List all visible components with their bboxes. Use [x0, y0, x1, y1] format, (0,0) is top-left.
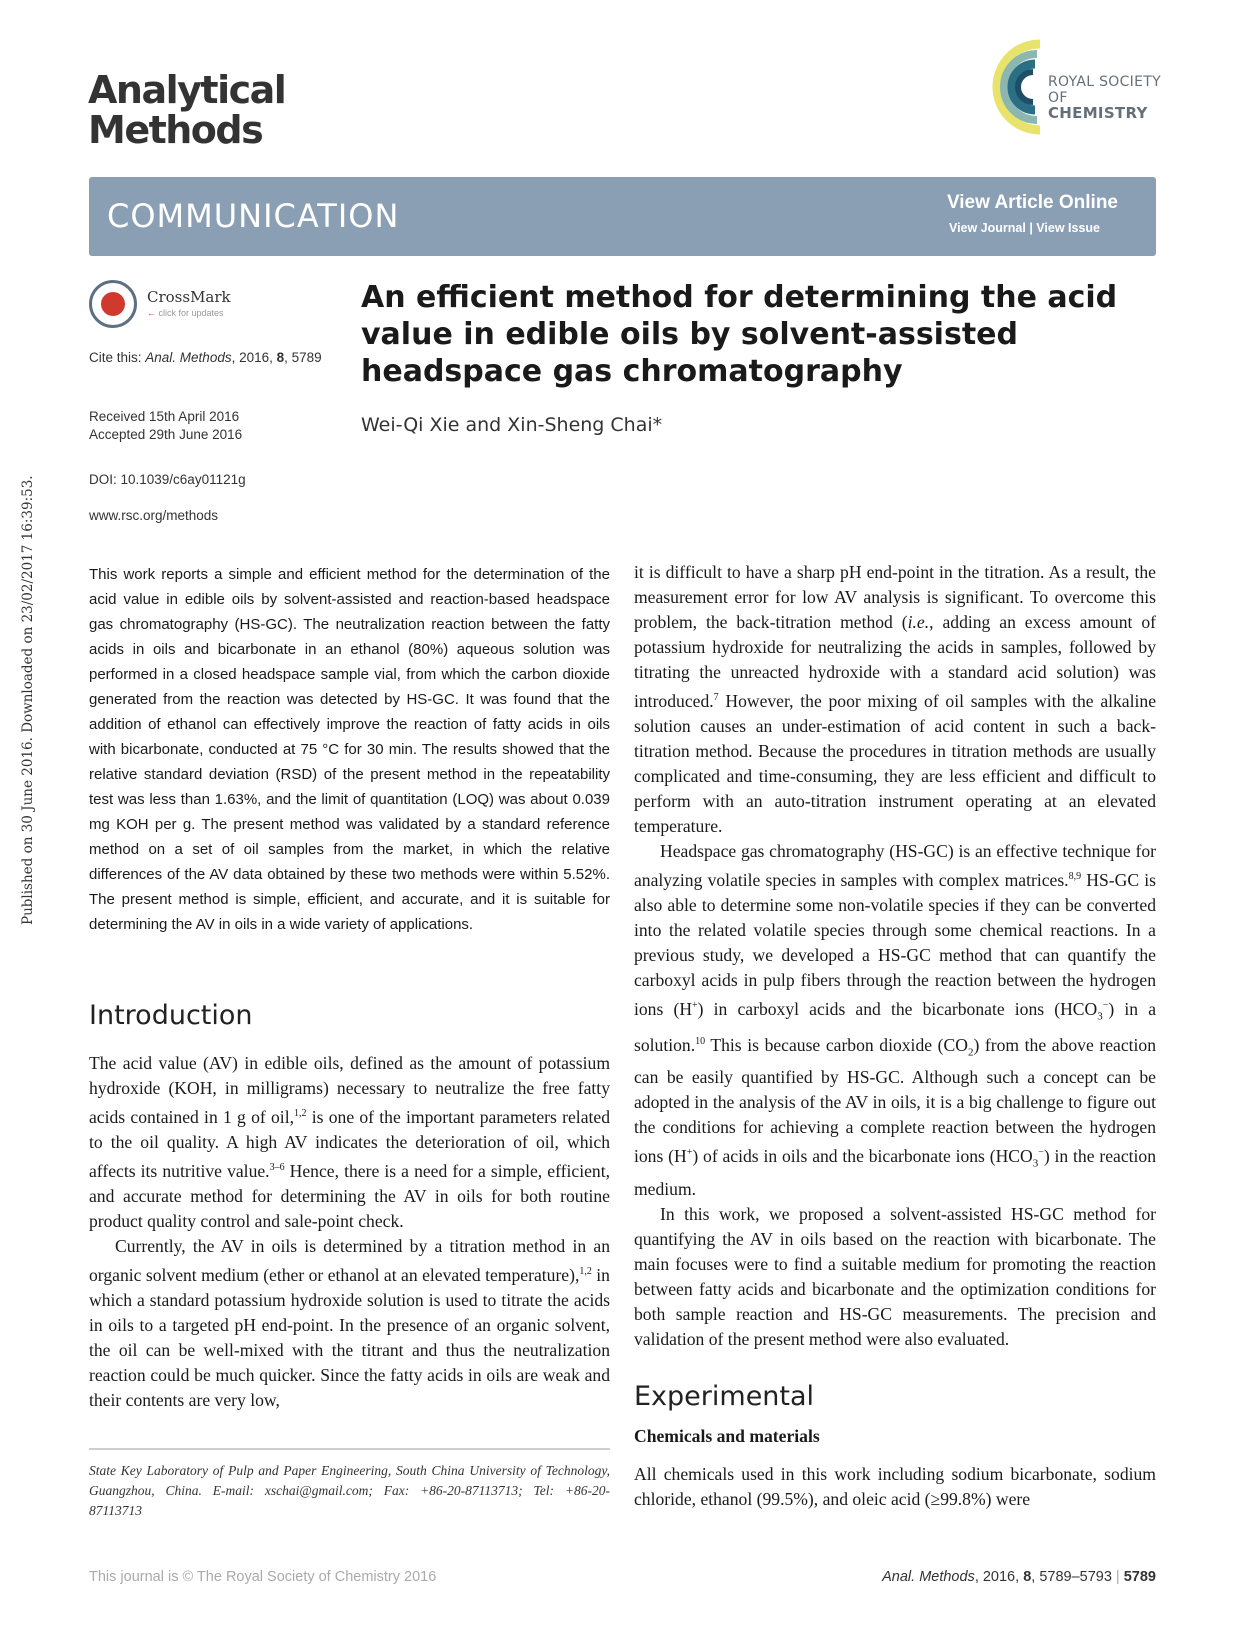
publication-note: Published on 30 June 2016. Downloaded on 23/02/2017 16:39:53. — [20, 475, 36, 925]
intro-paragraph-1: The acid value (AV) in edible oils, defined as the amount of potassium hydroxide (KOH, in milligrams) necessary to neutralize the free fatty acids contained in 1 g of oil,$^{1,2}$ is one of the important parameters related to the oil quality. A high AV indicates the deterioration of oil, which affects its nutritive value.$^{3-6}$ Hence, there is a need for a simple, efficient, and accurate method for determining the AV in oils for both routine product quality control and sale-point check. — [89, 1053, 610, 1231]
rsc-wordmark — [1048, 75, 1165, 121]
journal-logo — [88, 70, 285, 150]
view-article-online-link[interactable]: View Article Online — [946, 192, 1118, 213]
view-journal-link[interactable]: View Journal — [948, 221, 1026, 235]
journal-name-line2: Methods — [88, 108, 263, 152]
footer-volume: 8 — [1023, 1569, 1032, 1585]
footer-copyright: This journal is © The Royal Society of Chemistry 2016 — [89, 1569, 437, 1585]
article-type-label: COMMUNICATION — [107, 197, 400, 235]
ref-8-9[interactable]: 8,9 — [1068, 870, 1082, 882]
chemicals-paragraph: All chemicals used in this work including sodium bicarbonate, sodium chloride, ethanol (99.5%), and oleic acid (≥99.8%) were — [634, 1464, 1156, 1509]
ref-1-2[interactable]: 1,2 — [293, 1108, 307, 1119]
website[interactable] — [89, 507, 218, 525]
ref-10[interactable]: 10 — [695, 1036, 706, 1048]
footnote-divider — [89, 1448, 610, 1450]
cite-volume: 8 — [276, 350, 285, 365]
introduction-heading: Introduction — [89, 1000, 253, 1031]
right-paragraph-3: In this work, we proposed a solvent-assisted HS-GC method for quantifying the AV in oils based on the reaction with bicarbonate. The main focuses were to find a suitable medium for promoting the reaction between fatty acids and bicarbonate and the optimization conditions for both sample reaction and HS-GC measurements. The precision and validation of the present method were also evaluated. — [634, 1203, 1156, 1349]
article-dates — [89, 408, 242, 444]
journal-name-line1: Analytical — [88, 68, 286, 112]
cite-page: , 5789 — [284, 350, 322, 365]
arrow-left-icon: ← — [147, 308, 156, 318]
crossmark-badge[interactable] — [89, 280, 249, 332]
ref-1-2b[interactable]: 1,2 — [579, 1265, 592, 1277]
crossmark-icon — [89, 280, 137, 328]
doi-link[interactable]: DOI: 10.1039/c6ay01121g — [89, 472, 246, 487]
cite-prefix: Cite this: — [89, 350, 146, 365]
rsc-logo — [985, 32, 1165, 147]
experimental-heading: Experimental — [634, 1381, 815, 1412]
banner-separator: | — [1025, 221, 1037, 235]
cite-year: , 2016, — [231, 350, 277, 365]
rsc-of: OF — [1048, 90, 1068, 106]
website-link[interactable]: www.rsc.org/methods — [89, 508, 219, 523]
right-paragraph-2: Headspace gas chromatography (HS-GC) is an effective technique for analyzing volatile species in samples with complex matrices.$^{8,9}$ HS-GC is also able to determine some non-volatile species if they can be converted into the related volatile species through some chemical reactions. In a previous study, we developed a HS-GC method that can quantify the carboxyl acids in pulp fibers through the reaction between the hydrogen ions (H+) in carboxyl acids and the bicarbonate ions $(HCO_3^-)$ in a solution.$^{10}$ This is because carbon dioxide $(CO_2)$ from the above reaction can be easily quantified by HS-GC. Although such a concept can be adopted in the analysis of the AV in oils, it is a big challenge to figure out the conditions for achieving a complete reaction between the hydrogen ions (H+) of acids in oils and the bicarbonate ions $(HCO_3^-)$ in the reaction medium. — [634, 840, 1157, 1199]
intro-body — [89, 1051, 610, 1413]
crossmark-sub-label: click for updates — [158, 308, 224, 318]
right-column-body — [634, 560, 1156, 1352]
rsc-line2: CHEMISTRY — [1048, 104, 1148, 122]
accepted-date: Accepted 29th June 2016 — [89, 427, 243, 442]
footer-page-number: 5789 — [1123, 1569, 1156, 1585]
article-authors: Wei-Qi Xie and Xin-Sheng Chai* — [361, 414, 663, 436]
crossmark-sub — [147, 308, 224, 318]
received-date: Received 15th April 2016 — [89, 409, 240, 424]
ref-7[interactable]: 7 — [713, 692, 719, 703]
article-type-banner — [89, 177, 1156, 256]
chemicals-heading: Chemicals and materials — [634, 1426, 820, 1446]
view-issue-link[interactable]: View Issue — [1036, 221, 1100, 235]
cite-journal: Anal. Methods — [145, 350, 232, 365]
rsc-line1: ROYAL SOCIETY — [1048, 74, 1161, 90]
affiliation-footnote: State Key Laboratory of Pulp and Paper Engineering, South China University of Technology, Guangzhou, China. E-mail: xschai@gmail.com; Fax: +86-20-87113713; Tel: +86-20-87113713 — [89, 1463, 610, 1518]
intro-paragraph-2: Currently, the AV in oils is determined by a titration method in an organic solvent medium (ether or ethanol at an elevated temperature),$^{1,2}$ in which a standard potassium hydroxide solution is used to titrate the acids in oils to a targeted pH end-point. In the presence of an organic solvent, the oil can be well-mixed with the titrant and thus the neutralization reaction could be much quicker. Since the fatty acids in oils are weak and their contents are very low, — [89, 1235, 610, 1410]
article-title: An efficient method for determining the acid value in edible oils by solvent-assisted headspace gas chromatography — [361, 280, 1118, 389]
banner-sublinks — [949, 221, 1100, 235]
cite-this — [89, 349, 322, 367]
doi[interactable] — [89, 471, 246, 489]
abstract: This work reports a simple and efficient method for the determination of the acid value in edible oils by solvent-assisted and reaction-based headspace gas chromatography (HS-GC). The neutralization reaction between the fatty acids in oils and bicarbonate in an ethanol (80%) aqueous solution was performed in a closed headspace sample vial, from which the carbon dioxide generated from the reaction was detected by HS-GC. It was found that the addition of ethanol can effectively improve the reaction of fatty acids in oils with bicarbonate, conducted at 75 °C for 30 min. The results showed that the relative standard deviation (RSD) of the present method in the repeatability test was less than 1.63%, and the limit of quantitation (LOQ) was about 0.039 mg KOH per g. The present method was validated by a standard reference method on a set of oil samples from the market, in which the relative differences of the AV data obtained by these two methods were within 5.52%. The present method is simple, efficient, and accurate, and it is suitable for determining the AV in oils in a wide variety of applications. — [89, 566, 610, 933]
crossmark-title: CrossMark — [147, 288, 231, 306]
footer-journal: Anal. Methods — [882, 1569, 975, 1585]
footer-citation: Anal. Methods, 2016, 8, 5789–5793 | 5789 — [882, 1569, 1156, 1585]
ref-3-6[interactable]: 3–6 — [269, 1161, 285, 1173]
right-paragraph-1: it is difficult to have a sharp pH end-point in the titration. As a result, the measurement error for low AV analysis is significant. To overcome this problem, the back-titration method (i.e., adding an excess amount of potassium hydroxide for neutralizing the acids in samples, followed by titrating the unreacted hydroxide with a standard acid solution) was introduced.$^7$ However, the poor mixing of oil samples with the alkaline solution causes an under-estimation of acid content in such a back-titration method. Because the procedures in titration methods are usually complicated and time-consuming, they are less efficient and difficult to perform with an auto-titration instrument operating at an elevated temperature. — [634, 562, 1156, 836]
